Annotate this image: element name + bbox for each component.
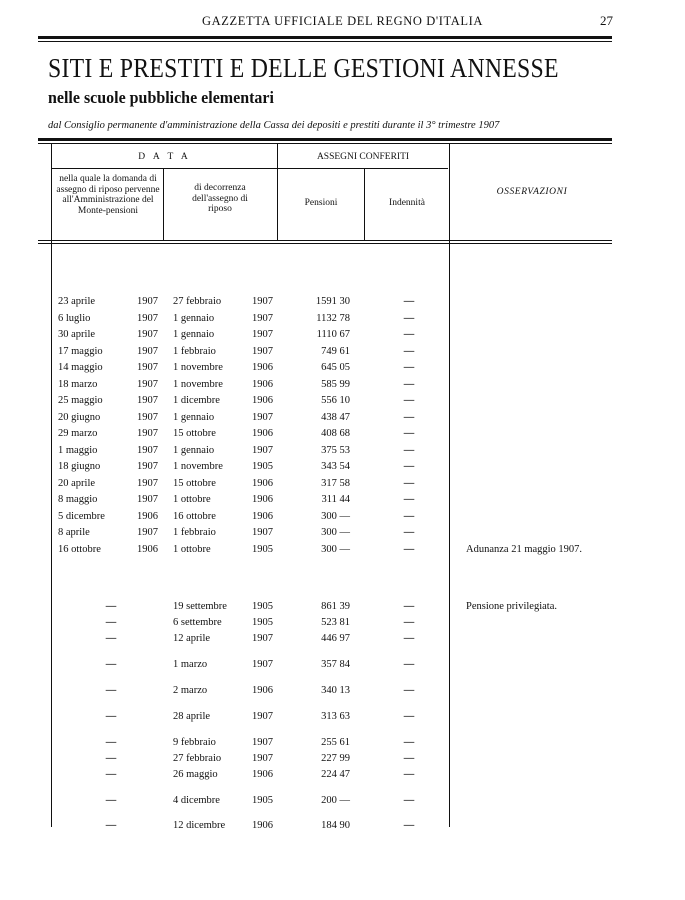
start-date-cell: 1 febbraio xyxy=(173,527,216,538)
request-date-cell: 30 aprile xyxy=(58,329,96,340)
header-assegni-conferiti: ASSEGNI CONFERITI xyxy=(316,152,410,162)
start-date-cell: 1 dicembre xyxy=(173,395,220,406)
start-year-cell: 1906 xyxy=(252,511,273,522)
start-date-cell: 12 aprile xyxy=(173,633,211,644)
pension-amount-cell: 1591 30 xyxy=(315,296,350,307)
request-date-cell: — xyxy=(105,795,117,806)
start-year-cell: 1907 xyxy=(252,527,273,538)
indemnity-cell: — xyxy=(403,737,415,748)
pension-amount-cell: 645 05 xyxy=(321,362,350,373)
request-year-cell: 1907 xyxy=(137,461,158,472)
start-date-cell: 12 dicembre xyxy=(173,820,226,831)
start-date-cell: 9 febbraio xyxy=(173,737,216,748)
start-year-cell: 1907 xyxy=(252,445,273,456)
request-date-cell: 18 giugno xyxy=(58,461,101,472)
start-year-cell: 1905 xyxy=(252,544,273,555)
start-date-cell: 1 febbraio xyxy=(173,346,216,357)
indemnity-cell: — xyxy=(403,544,415,555)
report-note: dal Consiglio permanente d'amministrazione della Cassa dei depositi e prestiti durante il 3° trimestre 1907 xyxy=(48,120,500,131)
indemnity-cell: — xyxy=(403,685,415,696)
request-date-cell: 8 aprile xyxy=(58,527,90,538)
start-year-cell: 1907 xyxy=(252,711,273,722)
start-date-cell: 16 ottobre xyxy=(173,511,216,522)
indemnity-cell: — xyxy=(403,395,415,406)
request-date-cell: 23 aprile xyxy=(58,296,96,307)
request-year-cell: 1906 xyxy=(137,544,158,555)
pension-amount-cell: 446 97 xyxy=(321,633,350,644)
request-year-cell: 1907 xyxy=(137,478,158,489)
indemnity-cell: — xyxy=(403,296,415,307)
start-date-cell: 27 febbraio xyxy=(173,753,222,764)
request-date-cell: 1 maggio xyxy=(58,445,98,456)
start-date-cell: 1 gennaio xyxy=(173,329,215,340)
indemnity-cell: — xyxy=(403,445,415,456)
request-date-cell: 29 marzo xyxy=(58,428,98,439)
pension-amount-cell: 300 — xyxy=(321,527,350,538)
start-year-cell: 1906 xyxy=(252,395,273,406)
pension-amount-cell: 1132 78 xyxy=(316,313,350,324)
start-year-cell: 1907 xyxy=(252,296,273,307)
indemnity-cell: — xyxy=(403,711,415,722)
pension-amount-cell: 585 99 xyxy=(321,379,350,390)
table-left-border xyxy=(51,144,52,827)
header-data: D A T A xyxy=(138,152,191,162)
start-year-cell: 1906 xyxy=(252,362,273,373)
start-date-cell: 4 dicembre xyxy=(173,795,220,806)
request-date-cell: — xyxy=(105,820,117,831)
header-col-indennita: Indennità xyxy=(389,198,425,208)
pension-amount-cell: 313 63 xyxy=(321,711,350,722)
indemnity-cell: — xyxy=(403,795,415,806)
indemnity-cell: — xyxy=(403,428,415,439)
start-year-cell: 1906 xyxy=(252,494,273,505)
start-year-cell: 1905 xyxy=(252,795,273,806)
indemnity-cell: — xyxy=(403,379,415,390)
start-year-cell: 1906 xyxy=(252,685,273,696)
request-date-cell: 20 aprile xyxy=(58,478,96,489)
indemnity-cell: — xyxy=(403,412,415,423)
start-date-cell: 2 marzo xyxy=(173,685,208,696)
request-date-cell: 8 maggio xyxy=(58,494,98,505)
indemnity-cell: — xyxy=(403,769,415,780)
request-date-cell: — xyxy=(105,633,117,644)
pension-amount-cell: 408 68 xyxy=(321,428,350,439)
indemnity-cell: — xyxy=(403,478,415,489)
request-year-cell: 1907 xyxy=(137,296,158,307)
pension-amount-cell: 317 58 xyxy=(321,478,350,489)
header-rule-thin xyxy=(38,41,612,42)
col-divider-dates xyxy=(163,169,164,241)
request-date-cell: 18 marzo xyxy=(58,379,98,390)
table-top-rule-thick xyxy=(38,138,612,141)
header-col-pensioni: Pensioni xyxy=(304,198,338,208)
start-date-cell: 1 novembre xyxy=(173,461,223,472)
request-year-cell: 1907 xyxy=(137,346,158,357)
request-year-cell: 1907 xyxy=(137,313,158,324)
start-year-cell: 1907 xyxy=(252,753,273,764)
header-col-osservazioni: OSSERVAZIONI xyxy=(496,187,568,197)
request-year-cell: 1907 xyxy=(137,329,158,340)
indemnity-cell: — xyxy=(403,820,415,831)
start-date-cell: 1 marzo xyxy=(173,659,208,670)
request-year-cell: 1907 xyxy=(137,494,158,505)
header-col-domanda: nella quale la domanda di assegno di riposo pervenne all'Amministrazione del Monte-pensioni xyxy=(56,174,160,216)
indemnity-cell: — xyxy=(403,313,415,324)
running-header: GAZZETTA UFFICIALE DEL REGNO D'ITALIA xyxy=(202,14,483,28)
request-date-cell: — xyxy=(105,659,117,670)
start-date-cell: 1 ottobre xyxy=(173,544,211,555)
start-year-cell: 1907 xyxy=(252,737,273,748)
page-title: SITI E PRESTITI E DELLE GESTIONI ANNESSE xyxy=(48,53,559,83)
pension-amount-cell: 340 13 xyxy=(321,685,350,696)
start-date-cell: 1 gennaio xyxy=(173,445,215,456)
observation-cell: Pensione privilegiata. xyxy=(466,601,557,612)
pension-amount-cell: 1110 67 xyxy=(316,329,350,340)
pension-amount-cell: 311 44 xyxy=(321,494,350,505)
pension-amount-cell: 523 81 xyxy=(321,617,350,628)
start-year-cell: 1905 xyxy=(252,461,273,472)
start-date-cell: 15 ottobre xyxy=(173,478,216,489)
pension-amount-cell: 861 39 xyxy=(321,601,350,612)
start-year-cell: 1905 xyxy=(252,601,273,612)
start-date-cell: 27 febbraio xyxy=(173,296,222,307)
request-date-cell: — xyxy=(105,601,117,612)
start-year-cell: 1907 xyxy=(252,329,273,340)
start-year-cell: 1907 xyxy=(252,633,273,644)
indemnity-cell: — xyxy=(403,753,415,764)
header-rule-thick xyxy=(38,36,612,39)
request-year-cell: 1907 xyxy=(137,527,158,538)
start-date-cell: 1 novembre xyxy=(173,379,223,390)
pension-amount-cell: 438 47 xyxy=(321,412,350,423)
request-year-cell: 1907 xyxy=(137,412,158,423)
request-date-cell: — xyxy=(105,617,117,628)
start-year-cell: 1905 xyxy=(252,617,273,628)
request-year-cell: 1907 xyxy=(137,445,158,456)
pension-amount-cell: 300 — xyxy=(321,511,350,522)
page-number: 27 xyxy=(600,13,613,28)
start-date-cell: 1 gennaio xyxy=(173,412,215,423)
header-col-decorrenza: di decorrenza dell'assegno di riposo xyxy=(192,183,248,214)
start-date-cell: 19 settembre xyxy=(173,601,227,612)
request-year-cell: 1907 xyxy=(137,379,158,390)
start-date-cell: 1 novembre xyxy=(173,362,223,373)
indemnity-cell: — xyxy=(403,329,415,340)
indemnity-cell: — xyxy=(403,617,415,628)
indemnity-cell: — xyxy=(403,346,415,357)
page-subtitle: nelle scuole pubbliche elementari xyxy=(48,88,274,107)
indemnity-cell: — xyxy=(403,494,415,505)
start-date-cell: 1 ottobre xyxy=(173,494,211,505)
pension-amount-cell: 300 — xyxy=(321,544,350,555)
start-year-cell: 1906 xyxy=(252,428,273,439)
pension-amount-cell: 224 47 xyxy=(321,769,350,780)
request-date-cell: 25 maggio xyxy=(58,395,103,406)
start-date-cell: 26 maggio xyxy=(173,769,218,780)
request-date-cell: 17 maggio xyxy=(58,346,103,357)
pension-amount-cell: 255 61 xyxy=(321,737,350,748)
request-year-cell: 1906 xyxy=(137,511,158,522)
start-year-cell: 1907 xyxy=(252,659,273,670)
table-group-divider xyxy=(52,168,448,169)
indemnity-cell: — xyxy=(403,362,415,373)
start-year-cell: 1906 xyxy=(252,769,273,780)
start-year-cell: 1906 xyxy=(252,478,273,489)
indemnity-cell: — xyxy=(403,601,415,612)
start-date-cell: 1 gennaio xyxy=(173,313,215,324)
pension-amount-cell: 200 — xyxy=(321,795,350,806)
request-date-cell: 20 giugno xyxy=(58,412,101,423)
table-header-bottom-rule-2 xyxy=(38,243,612,244)
start-year-cell: 1906 xyxy=(252,379,273,390)
request-year-cell: 1907 xyxy=(137,395,158,406)
request-date-cell: 14 maggio xyxy=(58,362,103,373)
request-date-cell: 6 luglio xyxy=(58,313,91,324)
pension-amount-cell: 184 90 xyxy=(321,820,350,831)
request-date-cell: 16 ottobre xyxy=(58,544,101,555)
col-divider-osservazioni xyxy=(449,144,450,827)
request-date-cell: — xyxy=(105,737,117,748)
table-top-rule-thin xyxy=(38,143,612,144)
request-year-cell: 1907 xyxy=(137,362,158,373)
observation-cell: Adunanza 21 maggio 1907. xyxy=(466,544,583,555)
pension-amount-cell: 556 10 xyxy=(321,395,350,406)
request-date-cell: — xyxy=(105,711,117,722)
indemnity-cell: — xyxy=(403,527,415,538)
start-year-cell: 1906 xyxy=(252,820,273,831)
pension-amount-cell: 749 61 xyxy=(321,346,350,357)
indemnity-cell: — xyxy=(403,461,415,472)
request-date-cell: — xyxy=(105,685,117,696)
request-date-cell: 5 dicembre xyxy=(58,511,105,522)
start-date-cell: 15 ottobre xyxy=(173,428,216,439)
indemnity-cell: — xyxy=(403,633,415,644)
request-date-cell: — xyxy=(105,769,117,780)
request-year-cell: 1907 xyxy=(137,428,158,439)
pension-amount-cell: 343 54 xyxy=(321,461,350,472)
start-date-cell: 6 settembre xyxy=(173,617,222,628)
start-year-cell: 1907 xyxy=(252,412,273,423)
start-year-cell: 1907 xyxy=(252,346,273,357)
table-header-bottom-rule xyxy=(38,240,612,241)
request-date-cell: — xyxy=(105,753,117,764)
pension-amount-cell: 375 53 xyxy=(321,445,350,456)
indemnity-cell: — xyxy=(403,659,415,670)
pension-amount-cell: 357 84 xyxy=(321,659,350,670)
start-date-cell: 28 aprile xyxy=(173,711,211,722)
indemnity-cell: — xyxy=(403,511,415,522)
pension-amount-cell: 227 99 xyxy=(321,753,350,764)
start-year-cell: 1907 xyxy=(252,313,273,324)
